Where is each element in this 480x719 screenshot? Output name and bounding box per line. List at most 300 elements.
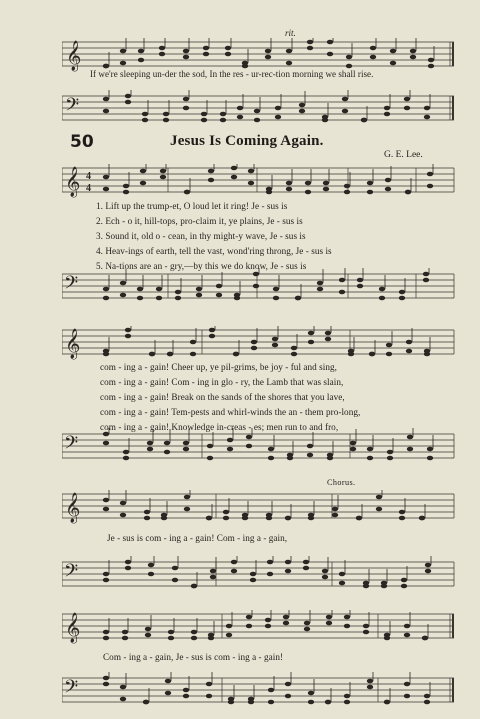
notehead [406, 349, 412, 354]
notehead [325, 331, 331, 336]
notehead [325, 337, 331, 342]
notehead [209, 334, 215, 339]
bass-clef-icon: 𝄢 [64, 273, 79, 298]
notehead [137, 296, 143, 301]
notehead [325, 700, 331, 705]
notehead [419, 516, 425, 521]
time-signature-top: 4 [86, 171, 91, 182]
verse-line: com - ing a - gain! Knowledge in-creas - es; men run to and fro, [100, 422, 339, 432]
notehead [344, 184, 350, 189]
notehead [287, 456, 293, 461]
notehead [125, 100, 131, 105]
notehead [291, 346, 297, 351]
notehead [327, 40, 333, 45]
notehead [120, 281, 126, 286]
notehead [237, 106, 243, 111]
notehead [125, 334, 131, 339]
notehead [265, 49, 271, 54]
notehead [103, 498, 109, 503]
verse-line: com - ing a - gain! Com - ing in glo - ry, the Lamb that was slain, [100, 377, 344, 387]
notehead [142, 118, 148, 123]
notehead [428, 64, 434, 69]
notehead [367, 190, 373, 195]
notehead [326, 621, 332, 626]
notehead [346, 64, 352, 69]
notehead [404, 624, 410, 629]
composer-credit: G. E. Lee. [384, 150, 423, 160]
bass-clef-icon: 𝄢 [65, 95, 80, 120]
notehead [385, 178, 391, 183]
notehead [137, 287, 143, 292]
notehead [103, 187, 109, 192]
notehead [242, 516, 248, 521]
notehead [167, 352, 173, 357]
notehead [145, 627, 151, 632]
notehead [428, 58, 434, 63]
notehead [248, 169, 254, 174]
notehead [163, 118, 169, 123]
staff-lines [62, 90, 462, 126]
notehead [120, 697, 126, 702]
time-signature-bottom: 4 [86, 183, 91, 194]
notehead [183, 97, 189, 102]
notehead [226, 633, 232, 638]
notehead [344, 694, 350, 699]
notehead [307, 40, 313, 45]
notehead [147, 441, 153, 446]
notehead [103, 636, 109, 641]
notehead [138, 58, 144, 63]
notehead [424, 115, 430, 120]
notehead [206, 682, 212, 687]
notehead [285, 682, 291, 687]
notehead [190, 352, 196, 357]
verse-line: 4. Heav-ings of earth, tell the vast, wond'ring throng, Je - sus is [96, 246, 332, 256]
notehead [305, 190, 311, 195]
section2-bass-staff [62, 428, 462, 464]
notehead [164, 441, 170, 446]
notehead [190, 340, 196, 345]
notehead [404, 682, 410, 687]
notehead [267, 560, 273, 565]
notehead [183, 55, 189, 60]
notehead [307, 444, 313, 449]
notehead [184, 495, 190, 500]
notehead [103, 97, 109, 102]
notehead [103, 352, 109, 357]
notehead [425, 569, 431, 574]
notehead [379, 287, 385, 292]
notehead [123, 450, 129, 455]
notehead [410, 55, 416, 60]
notehead [305, 181, 311, 186]
notehead [344, 190, 350, 195]
notehead [285, 516, 291, 521]
notehead [424, 700, 430, 705]
notehead [268, 700, 274, 705]
notehead [142, 112, 148, 117]
notehead [272, 343, 278, 348]
notehead [424, 106, 430, 111]
hymn-number: 50 [70, 132, 94, 152]
notehead [410, 49, 416, 54]
notehead [207, 444, 213, 449]
notehead [246, 615, 252, 620]
notehead [427, 456, 433, 461]
treble-clef-icon: 𝄞 [65, 493, 81, 523]
note-group [103, 672, 430, 704]
notehead [405, 190, 411, 195]
verse-line: 1. Lift up the trump-et, O loud let it ring! Je - sus is [96, 201, 288, 211]
note-group [103, 326, 430, 356]
verse-line: 2. Ech - o it, hill-tops, pro-claim it, ye plains, Je - sus is [96, 216, 303, 226]
notehead [183, 441, 189, 446]
notehead [323, 187, 329, 192]
notehead [103, 682, 109, 687]
staff-lines [62, 164, 462, 198]
notehead [322, 118, 328, 123]
notehead [203, 46, 209, 51]
notehead [423, 278, 429, 283]
chorus-lyric-line-2: Com - ing a - gain, Je - sus is com - ing a - gain! [103, 652, 284, 662]
notehead [275, 115, 281, 120]
notehead [384, 700, 390, 705]
notehead [156, 287, 162, 292]
staff-lines [62, 268, 462, 304]
notehead [165, 691, 171, 696]
notehead [103, 287, 109, 292]
notehead [250, 572, 256, 577]
verse-line: com - ing a - gain! Break on the sands of the shores that you lave, [100, 392, 345, 402]
notehead [307, 453, 313, 458]
notehead [196, 293, 202, 298]
notehead [120, 61, 126, 66]
notehead [248, 181, 254, 186]
note-group [103, 428, 433, 460]
notehead [332, 513, 338, 518]
notehead [367, 456, 373, 461]
notehead [273, 296, 279, 301]
notehead [376, 495, 382, 500]
notehead [339, 581, 345, 586]
notehead [266, 190, 272, 195]
notehead [159, 46, 165, 51]
notehead [196, 287, 202, 292]
notehead [317, 287, 323, 292]
notehead [387, 450, 393, 455]
notehead [327, 456, 333, 461]
notehead [183, 447, 189, 452]
notehead [103, 296, 109, 301]
staff-lines [62, 428, 462, 464]
notehead [175, 296, 181, 301]
notehead [223, 510, 229, 515]
notehead [254, 109, 260, 114]
section1-bass-staff [62, 268, 462, 304]
notehead [367, 685, 373, 690]
staff-lines [62, 490, 462, 524]
notehead [390, 61, 396, 66]
notehead [184, 507, 190, 512]
notehead [103, 507, 109, 512]
notehead [291, 352, 297, 357]
top-bass-staff [62, 90, 462, 126]
notehead [164, 450, 170, 455]
notehead [390, 49, 396, 54]
notehead [208, 636, 214, 641]
notehead [267, 572, 273, 577]
notehead [384, 106, 390, 111]
tempo-mark: rit. [285, 28, 296, 38]
notehead [251, 340, 257, 345]
notehead [348, 352, 354, 357]
notehead [201, 118, 207, 123]
notehead [248, 700, 254, 705]
notehead [427, 172, 433, 177]
notehead [209, 328, 215, 333]
notehead [250, 578, 256, 583]
verse-line: com - ing a - gain! Cheer up, ye pil-grims, be joy - ful and sing, [100, 362, 338, 372]
notehead [285, 560, 291, 565]
notehead [103, 676, 109, 681]
notehead [183, 688, 189, 693]
staff-lines [62, 610, 462, 644]
notehead [208, 178, 214, 183]
notehead [404, 106, 410, 111]
notehead [304, 621, 310, 626]
notehead [268, 456, 274, 461]
notehead [268, 447, 274, 452]
notehead [406, 340, 412, 345]
notehead [125, 560, 131, 565]
notehead [322, 569, 328, 574]
notehead [156, 296, 162, 301]
notehead [138, 49, 144, 54]
notehead [203, 52, 209, 57]
notehead [168, 630, 174, 635]
notehead [120, 685, 126, 690]
notehead [148, 563, 154, 568]
notehead [183, 106, 189, 111]
notehead [125, 94, 131, 99]
notehead [369, 352, 375, 357]
verse-line: 5. Na-tions are an - gry,—by this we do know, Je - sus is [96, 261, 307, 271]
chorus1-bass-staff [62, 556, 462, 592]
notehead [370, 46, 376, 51]
notehead [231, 569, 237, 574]
notehead [308, 331, 314, 336]
notehead [367, 447, 373, 452]
notehead [283, 615, 289, 620]
notehead [103, 432, 109, 437]
notehead [140, 181, 146, 186]
notehead [350, 441, 356, 446]
notehead [308, 340, 314, 345]
chorus-label: Chorus. [327, 478, 356, 487]
notehead [424, 352, 430, 357]
notehead [299, 103, 305, 108]
note-group [103, 610, 428, 640]
notehead [357, 284, 363, 289]
notehead [103, 175, 109, 180]
notehead [125, 328, 131, 333]
verse-line: com - ing a - gain! Tem-pests and whirl-winds the an - them pro-long, [100, 407, 361, 417]
notehead [165, 679, 171, 684]
notehead [246, 624, 252, 629]
notehead [399, 510, 405, 515]
notehead [385, 187, 391, 192]
notehead [122, 636, 128, 641]
notehead [286, 187, 292, 192]
note-group [103, 38, 434, 68]
notehead [404, 97, 410, 102]
notehead [253, 284, 259, 289]
notehead [367, 679, 373, 684]
notehead [231, 560, 237, 565]
notehead [163, 112, 169, 117]
notehead [308, 516, 314, 521]
notehead [339, 278, 345, 283]
notehead [356, 516, 362, 521]
notehead [216, 284, 222, 289]
notehead [399, 296, 405, 301]
notehead [404, 633, 410, 638]
notehead [361, 118, 367, 123]
chorus1-treble-staff [62, 490, 462, 524]
notehead [286, 61, 292, 66]
notehead [399, 516, 405, 521]
notehead [275, 106, 281, 111]
notehead [326, 615, 332, 620]
notehead [363, 630, 369, 635]
notehead [237, 115, 243, 120]
staff-lines [62, 326, 462, 360]
notehead [370, 55, 376, 60]
notehead [220, 118, 226, 123]
notehead [386, 343, 392, 348]
notehead [350, 447, 356, 452]
notehead [120, 513, 126, 518]
notehead [425, 563, 431, 568]
notehead [120, 293, 126, 298]
staff-lines [62, 556, 462, 592]
notehead [226, 624, 232, 629]
notehead [268, 688, 274, 693]
section2-treble-staff [62, 326, 462, 360]
notehead [149, 352, 155, 357]
notehead [332, 507, 338, 512]
notehead [285, 694, 291, 699]
notehead [234, 296, 240, 301]
notehead [207, 456, 213, 461]
notehead [342, 97, 348, 102]
notehead [399, 290, 405, 295]
notehead [303, 566, 309, 571]
notehead [339, 290, 345, 295]
notehead [376, 507, 382, 512]
chorus-lyric-line-1: Je - sus is com - ing a - gain! Com - ing a - gain, [107, 533, 288, 543]
notehead [386, 352, 392, 357]
chorus2-bass-staff [62, 672, 462, 708]
notehead [147, 447, 153, 452]
notehead [231, 175, 237, 180]
chorus2-treble-staff [62, 610, 462, 644]
section1-treble-staff [62, 164, 462, 198]
notehead [286, 49, 292, 54]
notehead [206, 694, 212, 699]
notehead [216, 293, 222, 298]
notehead [125, 566, 131, 571]
notehead [401, 578, 407, 583]
hymn-title: Jesus Is Coming Again. [170, 133, 324, 149]
notehead [427, 184, 433, 189]
notehead [303, 560, 309, 565]
treble-clef-icon: 𝄞 [65, 167, 81, 197]
notehead [265, 55, 271, 60]
treble-clef-icon: 𝄞 [66, 41, 82, 71]
notehead [191, 630, 197, 635]
treble-clef-icon: 𝄞 [65, 613, 81, 643]
notehead [265, 624, 271, 629]
notehead [206, 516, 212, 521]
notehead [208, 169, 214, 174]
notehead [266, 516, 272, 521]
notehead [159, 52, 165, 57]
notehead [103, 64, 109, 69]
notehead [160, 169, 166, 174]
bass-clef-icon: 𝄢 [64, 677, 79, 702]
notehead [357, 278, 363, 283]
notehead [148, 572, 154, 577]
staff-lines [62, 672, 462, 708]
notehead [246, 444, 252, 449]
note-group [103, 490, 425, 520]
notehead [160, 175, 166, 180]
notehead [210, 569, 216, 574]
notehead [427, 447, 433, 452]
notehead [363, 624, 369, 629]
notehead [227, 438, 233, 443]
notehead [379, 296, 385, 301]
notehead [367, 181, 373, 186]
notehead [103, 630, 109, 635]
bass-clef-icon: 𝄢 [64, 561, 79, 586]
notehead [161, 516, 167, 521]
notehead [201, 112, 207, 117]
notehead [322, 575, 328, 580]
notehead [299, 109, 305, 114]
notehead [407, 447, 413, 452]
notehead [344, 624, 350, 629]
notehead [273, 287, 279, 292]
notehead [144, 510, 150, 515]
notehead [168, 636, 174, 641]
notehead [144, 516, 150, 521]
notehead [123, 456, 129, 461]
notehead [191, 636, 197, 641]
notehead [407, 435, 413, 440]
note-group [103, 556, 431, 588]
notehead [308, 691, 314, 696]
notehead [384, 112, 390, 117]
notehead [422, 636, 428, 641]
notehead [103, 578, 109, 583]
notehead [346, 55, 352, 60]
notehead [103, 109, 109, 114]
notehead [225, 46, 231, 51]
notehead [183, 49, 189, 54]
notehead [286, 181, 292, 186]
